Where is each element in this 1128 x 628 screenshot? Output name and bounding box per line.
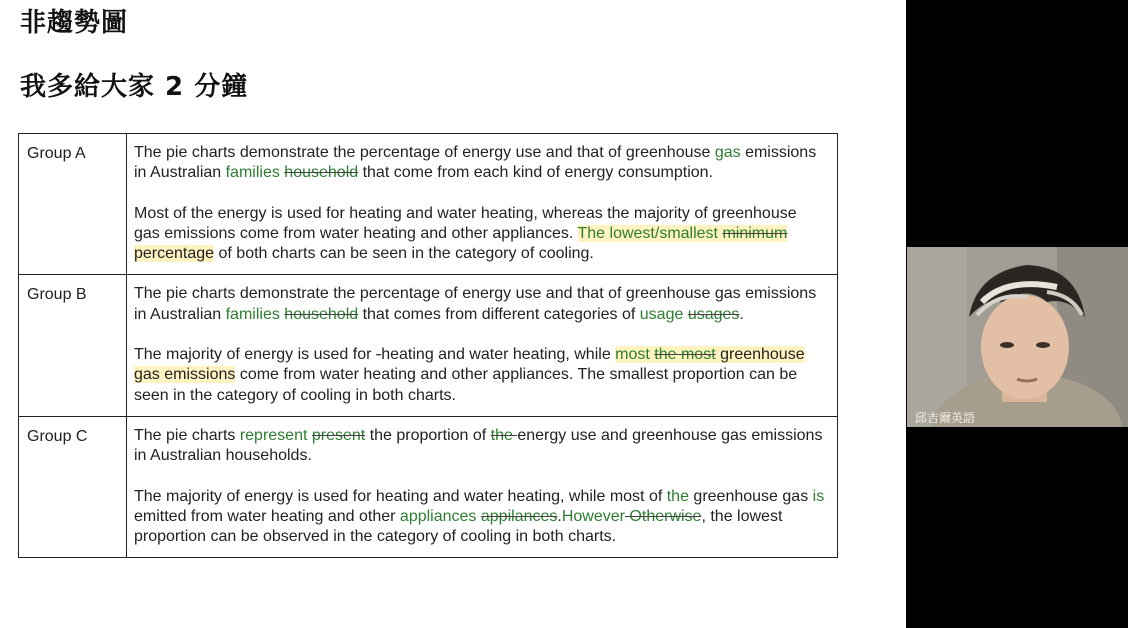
group-name: Group C (19, 416, 127, 557)
group-row-b (19, 275, 838, 416)
text-segment: that come from each kind of energy consumption. (358, 164, 713, 182)
group-row-c (19, 416, 838, 557)
text-segment: greenhouse gas (688, 487, 813, 505)
paragraph (134, 284, 825, 325)
text-segment: heating and water heating, while (381, 346, 616, 364)
correction-text: However (561, 507, 625, 525)
correction-text: families (225, 305, 280, 323)
webcam-name-label: 邱吉爾英語 (915, 411, 976, 425)
struck-text: the most (654, 346, 716, 364)
struck-text: usages (687, 305, 740, 323)
slide-title: 非趨勢圖 (20, 8, 129, 38)
text-segment: The pie charts demonstrate the percentage of energy use and that of greenhouse (134, 144, 715, 161)
struck-text: household (284, 164, 359, 182)
correction-text: The lowest/smallest (577, 224, 718, 242)
text-segment: emitted from water heating and other (134, 507, 400, 525)
struck-text: the (490, 426, 518, 444)
correction-text: the (666, 487, 689, 505)
struck-text: household (284, 305, 359, 323)
text-segment: . (557, 507, 562, 525)
text-segment: emissions in Australian (134, 144, 817, 182)
paragraph (134, 426, 825, 467)
correction-text: gas (714, 144, 741, 161)
text-segment: Most of the energy is used for heating and water heating, whereas the majority of greenhouse gas emissions come from water heating and other appliances. (134, 204, 797, 242)
struck-text: present (311, 426, 366, 444)
correction-text: is (812, 487, 825, 505)
paragraph (134, 487, 825, 548)
paragraph (134, 143, 825, 184)
text-segment: energy use and greenhouse gas emissions in Australian households. (134, 426, 823, 465)
text-segment: The majority of energy is used for heating and water heating, while most of (134, 487, 667, 505)
text-segment: come from water heating and other appliances. The smallest proportion can be seen in the category of cooling in both charts. (134, 366, 798, 404)
text-segment: percentage (134, 245, 215, 263)
group-row-a (19, 134, 838, 275)
paragraph (134, 204, 825, 265)
text-segment: that comes from different categories of (358, 305, 640, 323)
correction-text: appliances (399, 507, 477, 525)
paragraph (134, 345, 825, 406)
text-segment: The majority of energy is used for (134, 346, 376, 364)
correction-text: families (225, 164, 280, 182)
groups-table (18, 133, 838, 558)
struck-text: Otherwise (629, 507, 702, 525)
struck-text: minimum (722, 224, 788, 242)
group-name: Group B (19, 275, 127, 416)
text-segment: The pie charts demonstrate the percentage of energy use and that of greenhouse gas emissions in Australian (134, 285, 817, 323)
group-text (127, 275, 838, 416)
text-segment: greenhouse gas emissions (134, 346, 805, 384)
text-segment: The pie charts (134, 426, 240, 444)
text-segment: of both charts can be seen in the category of cooling. (214, 245, 594, 263)
correction-text: represent (239, 426, 308, 444)
struck-text: appilances (480, 507, 558, 525)
correction-text: most (615, 346, 650, 364)
group-name: Group A (19, 134, 127, 275)
struck-text: - (375, 346, 382, 364)
correction-text: usage (639, 305, 684, 323)
webcam-video (907, 247, 1128, 427)
text-segment: the proportion of (365, 426, 491, 444)
text-segment: . (739, 305, 744, 323)
slide-subtitle: 我多給大家 2 分鐘 (20, 72, 249, 102)
group-text (127, 416, 838, 557)
group-text (127, 134, 838, 275)
text-segment: , the lowest proportion can be observed in the category of cooling in both charts. (134, 507, 783, 546)
presenter-image (907, 247, 1128, 427)
